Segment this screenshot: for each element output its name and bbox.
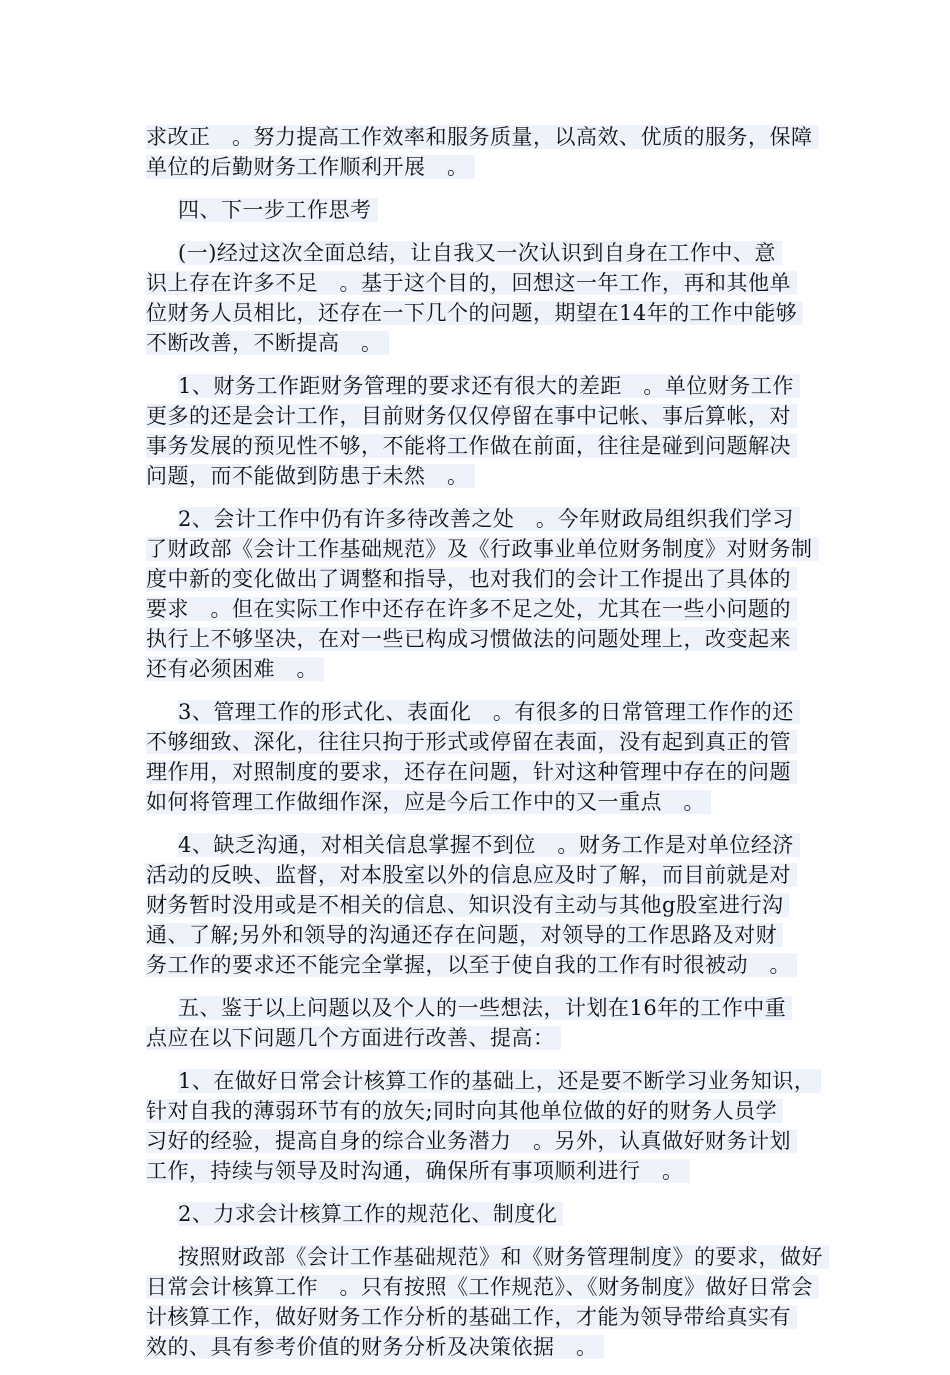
- text-line: [146, 1199, 818, 1229]
- line-text: 财务暂时没用或是不相关的信息、知识没有主动与其他g股室进行沟: [146, 893, 789, 917]
- text-line: [146, 787, 818, 817]
- paragraph: [146, 1066, 818, 1186]
- line-text: 位财务人员相比，还存在一下几个的问题，期望在14年的工作中能够: [146, 301, 803, 325]
- text-line: [146, 950, 818, 980]
- text-line: [146, 564, 818, 594]
- line-text: 按照财政部《会计工作基础规范》和《财务管理制度》的要求，做好: [178, 1245, 829, 1269]
- line-text: 四、下一步工作思考: [178, 198, 378, 222]
- text-line: [146, 1242, 823, 1272]
- text-line: [146, 1126, 818, 1156]
- text-line: [146, 268, 818, 298]
- text-line: [146, 1096, 818, 1126]
- line-text: 工作，持续与领导及时沟通，确保所有事项顺利进行 。: [146, 1159, 690, 1183]
- text-line: [146, 328, 818, 358]
- line-text: 不断改善，不断提高 。: [146, 331, 389, 355]
- text-line: [146, 890, 818, 920]
- line-text: 3、管理工作的形式化、表面化 。有很多的日常管理工作作的还: [178, 700, 800, 724]
- line-text: 针对自我的薄弱环节有的放矢;同时向其他单位做的好的财务人员学: [146, 1099, 783, 1123]
- text-line: [146, 993, 818, 1023]
- line-text: 2、力求会计核算工作的规范化、制度化: [178, 1202, 563, 1226]
- text-line: [146, 830, 818, 860]
- line-text: 还有必须困难 。: [146, 657, 324, 681]
- line-text: 如何将管理工作做细作深，应是今后工作中的又一重点 。: [146, 790, 711, 814]
- line-text: 计核算工作，做好财务工作分析的基础工作，才能为领导带给真实有: [146, 1305, 797, 1329]
- text-line: [146, 594, 818, 624]
- line-text: 日常会计核算工作 。只有按照《工作规范》、《财务制度》做好日常会: [146, 1275, 819, 1299]
- text-line: [146, 461, 818, 491]
- line-text: 活动的反映、监督，对本股室以外的信息应及时了解，而目前就是对: [146, 863, 797, 887]
- document-page: [146, 122, 823, 1375]
- line-text: 单位的后勤财务工作顺利开展 。: [146, 155, 475, 179]
- text-line: [146, 195, 818, 225]
- line-text: 务工作的要求还不能完全掌握，以至于使自我的工作有时很被动 。: [146, 953, 797, 977]
- text-line: [146, 1302, 818, 1332]
- line-text: (一)经过这次全面总结，让自我又一次认识到自身在工作中、意: [178, 241, 782, 265]
- line-text: 求改正 。努力提高工作效率和服务质量，以高效、优质的服务，保障: [146, 125, 819, 149]
- line-text: 1、在做好日常会计核算工作的基础上，还是要不断学习业务知识，: [178, 1069, 821, 1093]
- text-line: [146, 1332, 818, 1362]
- text-line: [146, 122, 818, 152]
- line-text: 识上存在许多不足 。基于这个目的，回想这一年工作，再和其他单: [146, 271, 797, 295]
- line-text: 通、了解;另外和领导的沟通还存在问题，对领导的工作思路及对财: [146, 923, 783, 947]
- line-text: 要求 。但在实际工作中还存在许多不足之处，尤其在一些小问题的: [146, 597, 797, 621]
- text-line: [146, 920, 818, 950]
- line-text: 了财政部《会计工作基础规范》及《行政事业单位财务制度》对财务制: [146, 537, 819, 561]
- line-text: 2、会计工作中仍有许多待改善之处 。今年财政局组织我们学习: [178, 507, 800, 531]
- line-text: 事务发展的预见性不够，不能将工作做在前面，往往是碰到问题解决: [146, 434, 797, 458]
- text-line: [146, 152, 818, 182]
- text-line: [146, 654, 818, 684]
- text-line: [146, 757, 818, 787]
- line-text: 不够细致、深化，往往只拘于形式或停留在表面，没有起到真正的管: [146, 730, 797, 754]
- text-line: [146, 1066, 818, 1096]
- line-text: 度中新的变化做出了调整和指导，也对我们的会计工作提出了具体的: [146, 567, 797, 591]
- text-line: [146, 1023, 818, 1053]
- text-line: [146, 1156, 818, 1186]
- text-line: [146, 1272, 818, 1302]
- paragraph: [146, 195, 818, 225]
- line-text: 点应在以下问题几个方面进行改善、提高：: [146, 1026, 561, 1050]
- line-text: 效的、具有参考价值的财务分析及决策依据 。: [146, 1335, 604, 1359]
- line-text: 问题，而不能做到防患于未然 。: [146, 464, 475, 488]
- line-text: 更多的还是会计工作，目前财务仅仅停留在事中记帐、事后算帐，对: [146, 404, 797, 428]
- paragraph: [146, 122, 818, 182]
- paragraph: [146, 697, 818, 817]
- line-text: 1、财务工作距财务管理的要求还有很大的差距 。单位财务工作: [178, 374, 800, 398]
- text-line: [146, 371, 818, 401]
- text-line: [146, 534, 818, 564]
- paragraph: [146, 504, 818, 684]
- paragraph: [146, 371, 818, 491]
- text-line: [146, 431, 818, 461]
- paragraph: [146, 830, 818, 980]
- text-line: [146, 860, 818, 890]
- line-text: 习好的经验，提高自身的综合业务潜力 。另外，认真做好财务计划: [146, 1129, 797, 1153]
- paragraph: [146, 1199, 818, 1229]
- text-line: [146, 697, 818, 727]
- paragraph: [146, 238, 818, 358]
- line-text: 五、鉴于以上问题以及个人的一些想法，计划在16年的工作中重: [178, 996, 792, 1020]
- line-text: 4、缺乏沟通，对相关信息掌握不到位 。财务工作是对单位经济: [178, 833, 800, 857]
- paragraph: [146, 993, 818, 1053]
- text-line: [146, 298, 818, 328]
- text-line: [146, 401, 818, 431]
- text-line: [146, 238, 818, 268]
- line-text: 理作用，对照制度的要求，还存在问题，针对这种管理中存在的问题: [146, 760, 797, 784]
- paragraph: [146, 1242, 823, 1362]
- line-text: 执行上不够坚决，在对一些已构成习惯做法的问题处理上，改变起来: [146, 627, 797, 651]
- text-line: [146, 727, 818, 757]
- text-line: [146, 504, 818, 534]
- text-line: [146, 624, 818, 654]
